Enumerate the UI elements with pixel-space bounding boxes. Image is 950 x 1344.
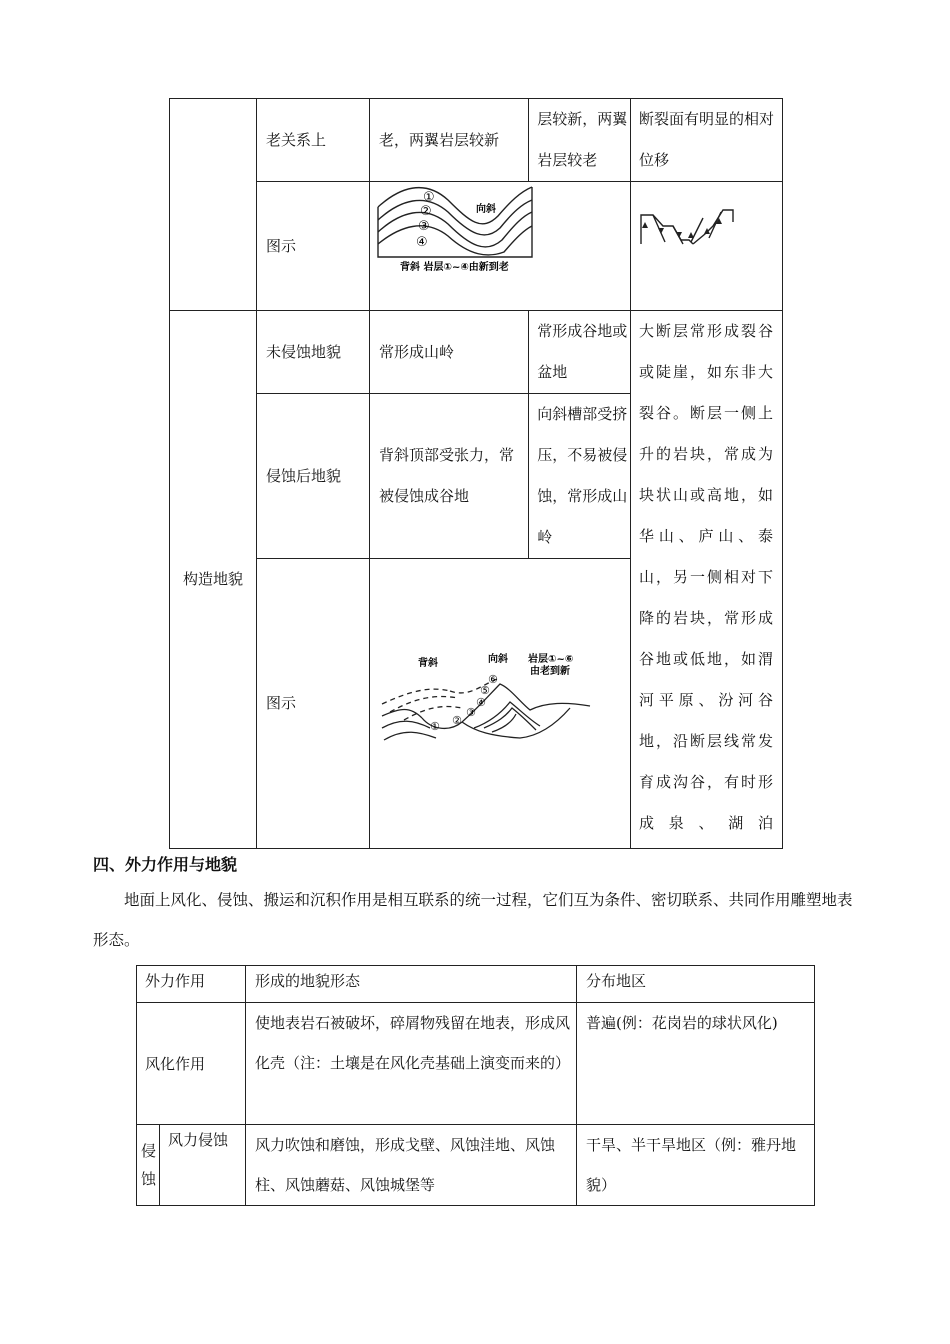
cell-eroded-label: 侵蚀后地貌 <box>257 394 370 559</box>
cell-wind-erosion-region <box>577 1125 815 1206</box>
cell-anticline-relation: 老，两翼岩层较新 <box>370 99 529 182</box>
erosion-anticline-label: 背斜 <box>418 657 438 669</box>
header-force: 外力作用 <box>137 966 246 1003</box>
cell-relation-label: 老关系上 <box>257 99 370 182</box>
fold-caption: 背斜 岩层①~④由新到老 <box>400 262 509 273</box>
header-landform: 形成的地貌形态 <box>246 966 577 1003</box>
fold-label-4: ④ <box>416 235 428 250</box>
erosion-num-6: ⑥ <box>488 672 498 686</box>
cell-uneroded-syncline <box>529 311 631 394</box>
cell-uneroded-label: 未侵蚀地貌 <box>257 311 370 394</box>
cell-weathering: 风化作用 <box>137 1003 246 1125</box>
cell-weathering-region: 普遍(例：花岗岩的球状风化) <box>577 1003 815 1125</box>
structure-table <box>169 98 783 849</box>
fault-description-text: 大断层常形成裂谷或陡崖，如东非大裂谷。断层一侧上升的岩块，常成为块状山或高地，如华山、庐山、泰山，另一侧相对下降的岩块，常形成谷地或低地，如渭河平原、汾河谷地，沿断层线常发育成沟谷，有时形成泉、湖泊 <box>639 322 773 832</box>
weathering-landform-text: 使地表岩石被破坏，碎屑物残留在地表，形成风化壳（注：土壤是在风化壳基础上演变而来的） <box>255 1014 571 1072</box>
group-cell-landform: 构造地貌 <box>170 311 257 849</box>
section-heading: 四、外力作用与地貌 <box>93 855 238 874</box>
cell-eroded-syncline <box>529 394 631 559</box>
fault-diagram <box>631 182 782 294</box>
erosion-layer-label: 岩层①~⑥ <box>528 653 574 665</box>
cell-diagram-label-1: 图示 <box>257 182 370 311</box>
cell-diagram-label-2: 图示 <box>257 559 370 849</box>
cell-fault-diagram <box>631 182 783 311</box>
cell-erosion-diagram <box>370 559 631 849</box>
group-cell-blank <box>170 99 257 311</box>
eroded-syncline-text: 向斜槽部受挤压，不易被侵蚀，常形成山岭 <box>537 405 628 546</box>
erosion-group-text: 侵蚀 <box>141 1142 157 1188</box>
fold-label-1: ① <box>423 190 435 205</box>
erosion-num-5: ⑤ <box>480 683 490 697</box>
cell-fault-description <box>631 311 783 849</box>
section-paragraph: 地面上风化、侵蚀、搬运和沉积作用是相互联系的统一过程，它们互为条件、密切联系、共同作用雕塑地表形态。 <box>93 891 853 949</box>
erosion-num-4: ④ <box>476 695 486 709</box>
erosion-order-label: 由老到新 <box>530 665 570 677</box>
erosion-diagram <box>370 646 629 746</box>
erosion-syncline-label: 向斜 <box>488 653 508 665</box>
wind-erosion-landform-text: 风力吹蚀和磨蚀，形成戈壁、风蚀洼地、风蚀柱、风蚀蘑菇、风蚀城堡等 <box>255 1136 556 1194</box>
cell-wind-erosion: 风力侵蚀 <box>160 1125 246 1206</box>
erosion-num-1: ① <box>430 719 440 733</box>
uneroded-syncline-text: 常形成谷地或盆地 <box>537 322 628 381</box>
external-force-table <box>136 965 815 1206</box>
cell-syncline-relation <box>529 99 631 182</box>
cell-erosion-group <box>137 1125 160 1206</box>
cell-fold-diagram <box>370 182 631 311</box>
cell-eroded-anticline <box>370 394 529 559</box>
fold-diagram <box>370 182 630 294</box>
fold-label-2: ② <box>420 204 432 219</box>
header-region: 分布地区 <box>577 966 815 1003</box>
wind-erosion-region-text: 干旱、半干旱地区（例：雅丹地貌） <box>586 1136 797 1194</box>
eroded-anticline-text: 背斜顶部受张力，常被侵蚀成谷地 <box>379 446 515 505</box>
cell-fault-relation <box>631 99 783 182</box>
erosion-num-3: ③ <box>466 705 476 719</box>
erosion-num-2: ② <box>452 713 462 727</box>
cell-wind-erosion-landform <box>246 1125 577 1206</box>
fault-relation-text: 断裂面有明显的相对位移 <box>639 110 775 169</box>
cell-weathering-landform <box>246 1003 577 1125</box>
syncline-relation-text: 层较新，两翼岩层较老 <box>537 110 628 169</box>
fold-label-3: ③ <box>418 219 430 234</box>
fold-syncline-label: 向斜 <box>476 204 496 215</box>
cell-uneroded-anticline: 常形成山岭 <box>370 311 529 394</box>
